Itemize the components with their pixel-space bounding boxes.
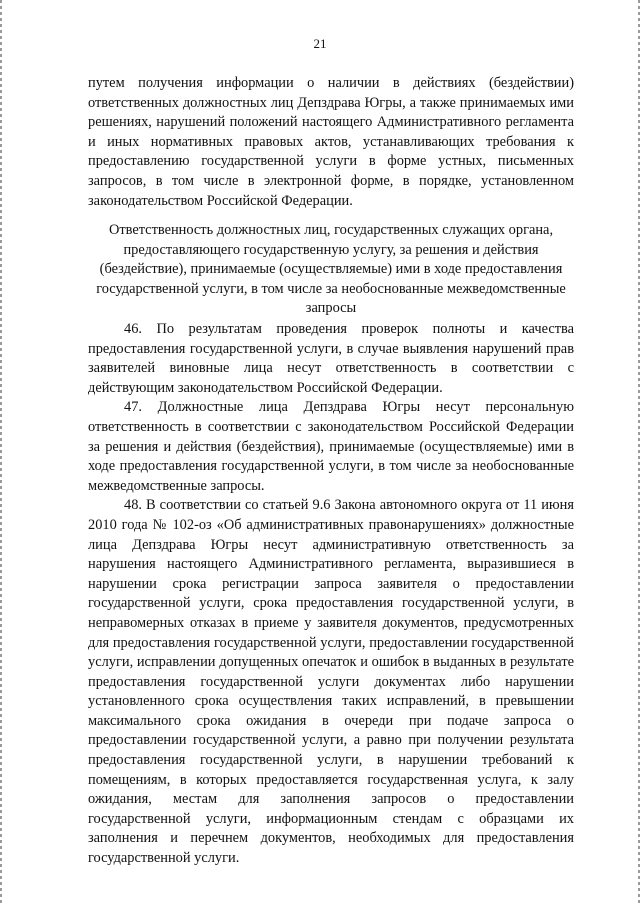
section-heading: Ответственность должностных лиц, государственных служащих органа, предоставляющего государственную услугу, за решения и действия (бездействие), принимаемые (осуществляемые) ими в ходе предоставления государственной услуги, в том числе за необоснованные межведомственные запросы [96, 222, 566, 317]
paragraph-48: 48. В соответствии со статьей 9.6 Закона автономного округа от 11 июня 2010 года № 102-оз «Об административных правонарушениях» должностные лица Депздрава Югры несут административную ответственность за нарушения настоящего Административного регламента, выразившиеся в нарушении срока регистрации запроса заявителя о предоставлении государственной услуги, срока предоставления государственной услуги, в неправомерных отказах в приеме у заявителя документов, предусмотренных для предоставления государственной услуги, предоставлении государственной услуги, исправлении допущенных опечаток и ошибок в выданных в результате предоставления государственной услуги документах либо нарушении установленного срока осуществления таких исправлений, в превышении максимального срока ожидания в очереди при подаче запроса о предоставлении государственной услуги, а равно при получении результата предоставления государственной услуги, в нарушении требований к помещениям, в которых предоставляется государственная услуга, к залу ожидания, местам для заполнения запросов о предоставлении государственной услуги, информационным стендам с образцами их заполнения и перечнем документов, необходимых для предоставления государственной услуги. [88, 497, 574, 867]
paragraph-46: 46. По результатам проведения проверок полноты и качества предоставления государственной услуги, в случае выявления нарушений прав заявителей виновные лица несут ответственность в соответствии с действующим законодательством Российской Федерации. [88, 321, 574, 396]
page-number: 21 [313, 36, 327, 51]
continuation-block [88, 74, 574, 211]
numbered-paragraphs [88, 320, 574, 869]
scan-edge-left [0, 0, 2, 905]
paragraph-47: 47. Должностные лица Депздрава Югры несут персональную ответственность в соответствии с законодательством Российской Федерации за решения и действия (бездействия), принимаемые (осуществляемые) ими в ходе предоставления государственной услуги, в том числе за необоснованные межведомственные запросы. [88, 399, 574, 494]
continuation-paragraph: путем получения информации о наличии в действиях (бездействии) ответственных должностных лиц Депздрава Югры, а также принимаемых ими решениях, нарушений положений настоящего Административного регламента и иных нормативных правовых актов, устанавливающих требования к предоставлению государственной услуги в форме устных, письменных запросов, в том числе в электронной форме, в порядке, установленном законодательством Российской Федерации. [88, 75, 574, 209]
